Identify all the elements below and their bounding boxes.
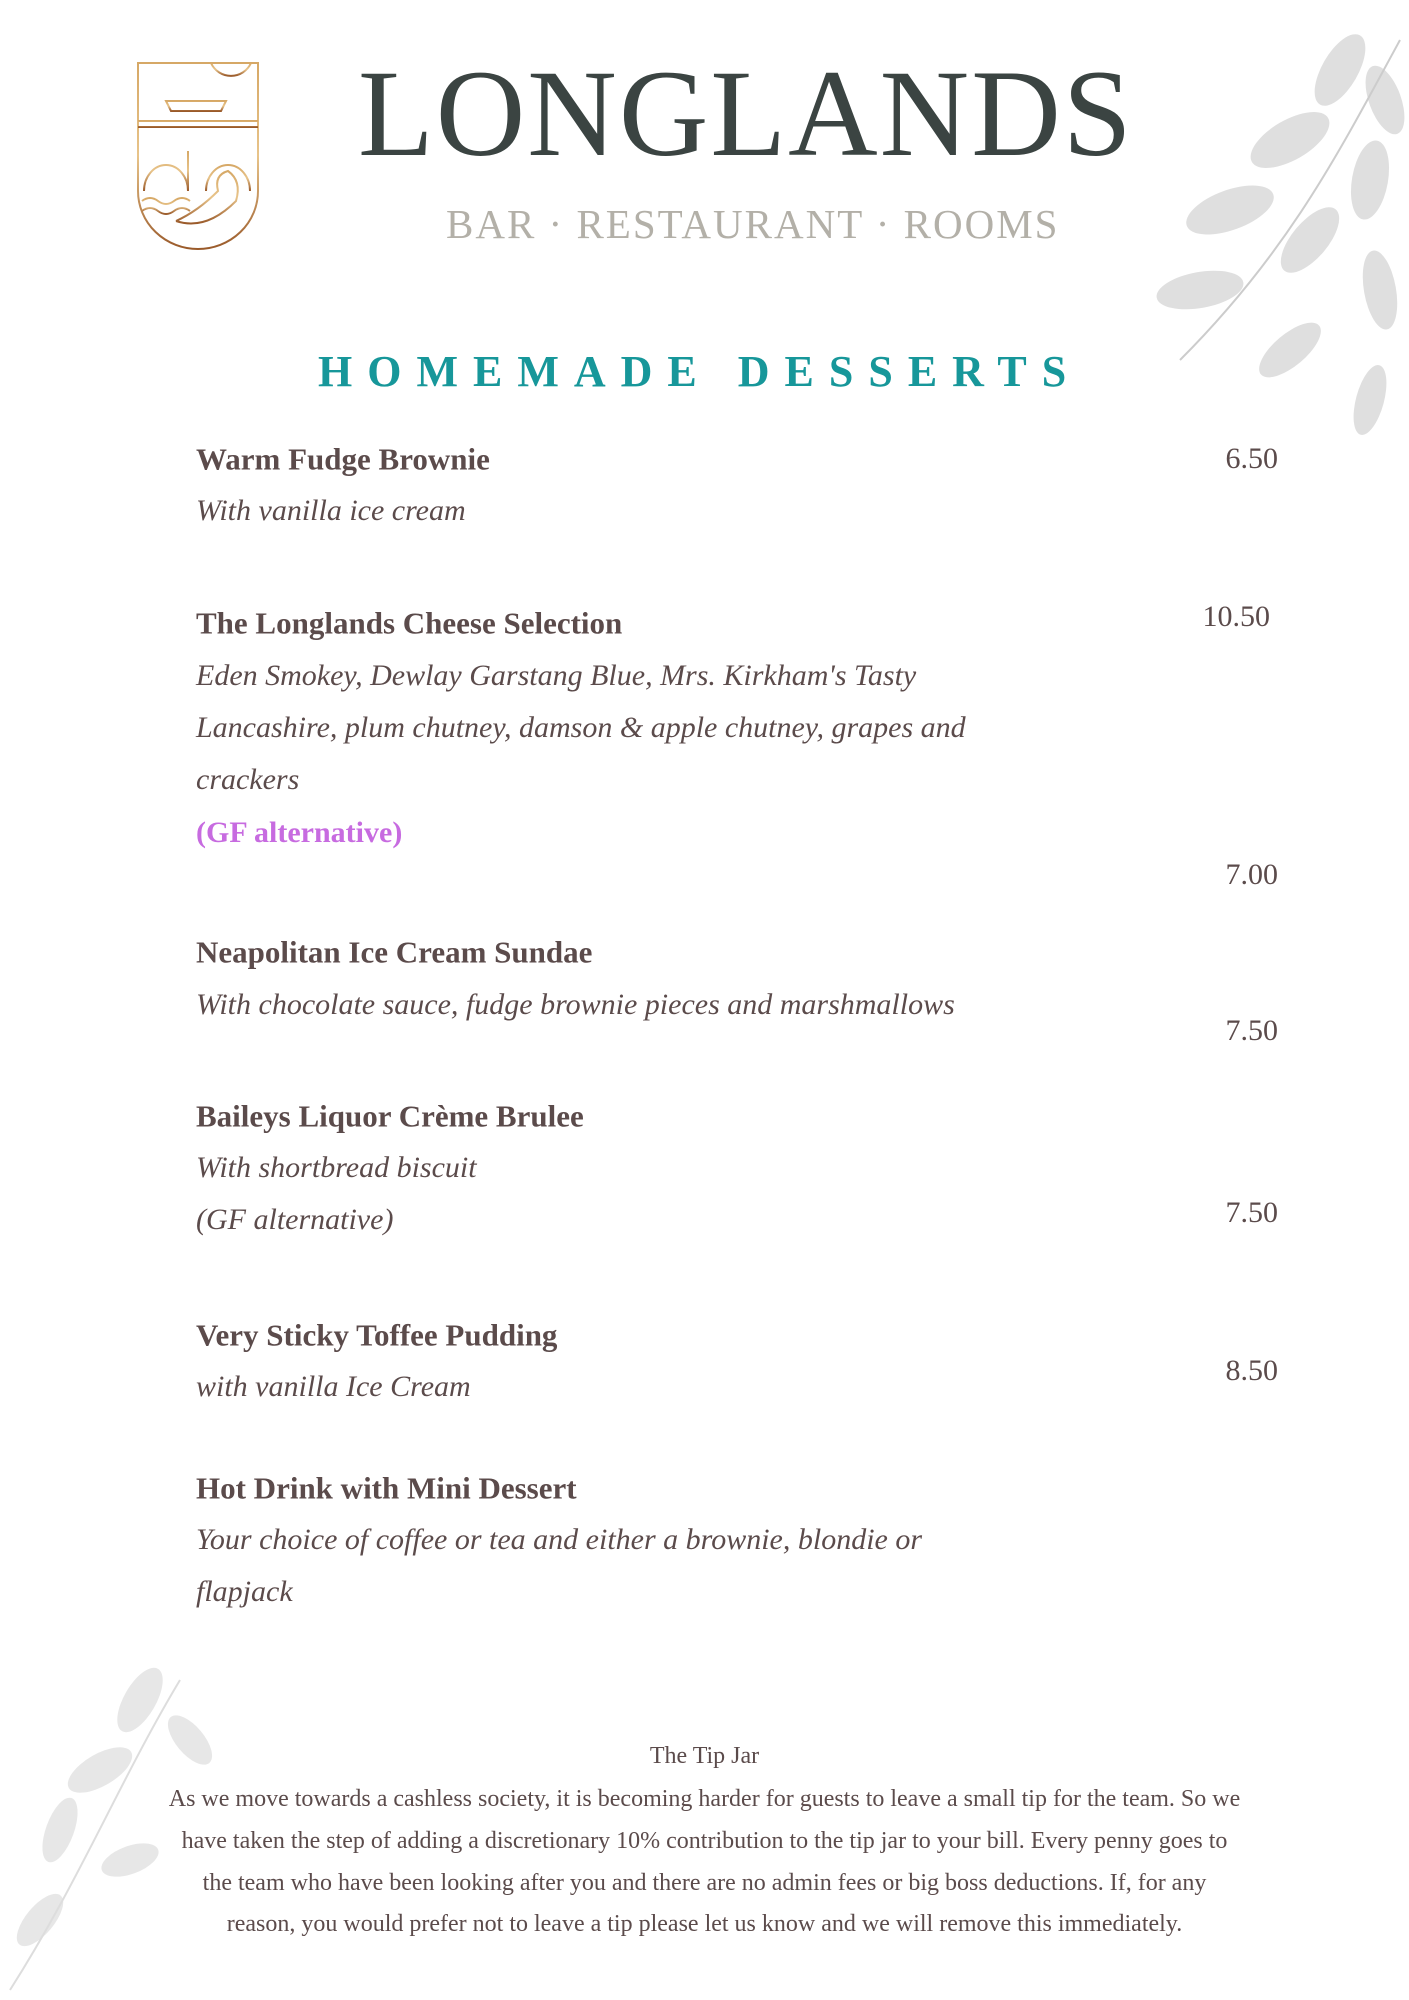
tip-jar-text: reason, you would prefer not to leave a tip please let us know and we will remove this immediately.: [226, 1911, 1183, 1937]
menu-item-price: 6.50: [1225, 442, 1278, 475]
crest-logo: [136, 61, 260, 251]
menu-item-name: Very Sticky Toffee Pudding: [196, 1317, 558, 1353]
menu-item-description: With shortbread biscuit: [196, 1151, 477, 1184]
menu-item-name: Warm Fudge Brownie: [196, 441, 490, 477]
gf-alternative-note: (GF alternative): [196, 816, 403, 849]
menu-item-price: 10.50: [1202, 600, 1270, 633]
menu-item-description: With chocolate sauce, fudge brownie pieces and marshmallows: [196, 988, 955, 1021]
tip-jar-text: As we move towards a cashless society, it is becoming harder for guests to leave a small tip for the team. So we: [168, 1786, 1241, 1812]
menu-item-description: Eden Smokey, Dewlay Garstang Blue, Mrs. Kirkham's Tasty: [196, 659, 917, 692]
brand-name: LONGLANDS: [358, 45, 1134, 182]
menu-item-description: With vanilla ice cream: [196, 494, 466, 527]
leaf-decoration-icon: [1140, 30, 1409, 460]
tip-jar-text: the team who have been looking after you and there are no admin fees or big boss deductions. If, for any: [202, 1870, 1207, 1896]
menu-item-description: (GF alternative): [196, 1203, 394, 1236]
section-title: HOMEMADE DESSERTS: [318, 347, 1082, 396]
menu-item-price: 7.00: [1225, 858, 1278, 891]
menu-item-name: Neapolitan Ice Cream Sundae: [196, 934, 593, 970]
brand-tagline: BAR · RESTAURANT · ROOMS: [446, 201, 1060, 247]
menu-item-description: crackers: [196, 763, 300, 796]
tip-jar-title: The Tip Jar: [649, 1743, 760, 1769]
menu-item-description: Your choice of coffee or tea and either a brownie, blondie or: [196, 1523, 923, 1556]
menu-item-description: Lancashire, plum chutney, damson & apple chutney, grapes and: [196, 711, 966, 744]
menu-item-name: Hot Drink with Mini Dessert: [196, 1470, 577, 1506]
menu-item-price: 8.50: [1225, 1354, 1278, 1387]
tip-jar-text: have taken the step of adding a discretionary 10% contribution to the tip jar to your bill. Every penny goes to: [181, 1828, 1228, 1854]
menu-item-description: with vanilla Ice Cream: [196, 1370, 471, 1403]
menu-item-name: The Longlands Cheese Selection: [196, 605, 623, 641]
menu-item-price: 7.50: [1225, 1014, 1278, 1047]
menu-item-price: 7.50: [1225, 1196, 1278, 1229]
menu-item-name: Baileys Liquor Crème Brulee: [196, 1098, 584, 1134]
menu-item-description: flapjack: [196, 1575, 293, 1608]
